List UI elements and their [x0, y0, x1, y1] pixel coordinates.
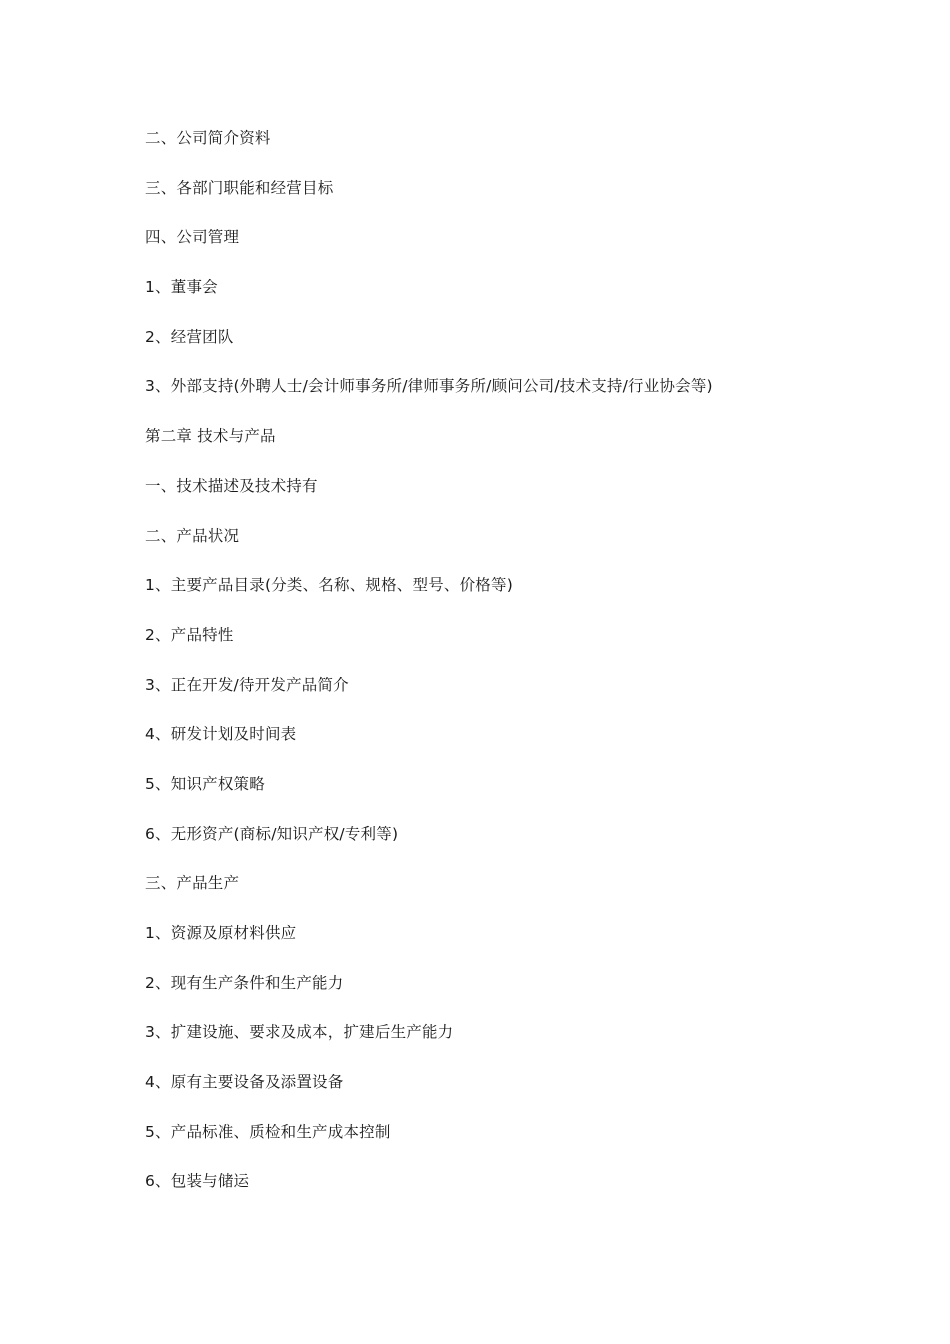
- list-item: 5、知识产权策略: [145, 774, 265, 793]
- list-item: 6、包装与储运: [145, 1172, 250, 1191]
- list-item: 1、主要产品目录(分类、名称、规格、型号、价格等): [145, 576, 513, 595]
- list-item: 2、产品特性: [145, 625, 234, 644]
- section-heading: 四、公司管理: [145, 228, 240, 247]
- section-heading: 三、各部门职能和经营目标: [145, 178, 334, 197]
- chapter-heading: 第二章 技术与产品: [145, 427, 276, 446]
- section-heading: 三、产品生产: [145, 874, 240, 893]
- list-item: 4、研发计划及时间表: [145, 725, 297, 744]
- list-item: 2、经营团队: [145, 327, 234, 346]
- list-item: 6、无形资产(商标/知识产权/专利等): [145, 824, 399, 843]
- list-item: 3、扩建设施、要求及成本，扩建后生产能力: [145, 1023, 454, 1042]
- list-item: 3、正在开发/待开发产品简介: [145, 675, 349, 694]
- list-item: 1、资源及原材料供应: [145, 924, 297, 942]
- list-item: 5、产品标准、质检和生产成本控制: [145, 1122, 391, 1141]
- list-item: 4、原有主要设备及添置设备: [145, 1073, 344, 1092]
- section-heading: 一、技术描述及技术持有: [145, 476, 318, 495]
- document-outline: [145, 124, 713, 1217]
- list-item: 1、董事会: [145, 278, 218, 297]
- list-item: 3、外部支持(外聘人士/会计师事务所/律师事务所/顾问公司/技术支持/行业协会等): [145, 377, 713, 396]
- list-item: 2、现有生产条件和生产能力: [145, 973, 344, 992]
- section-heading: 二、产品状况: [145, 526, 240, 545]
- section-heading: 二、公司简介资料: [145, 129, 271, 147]
